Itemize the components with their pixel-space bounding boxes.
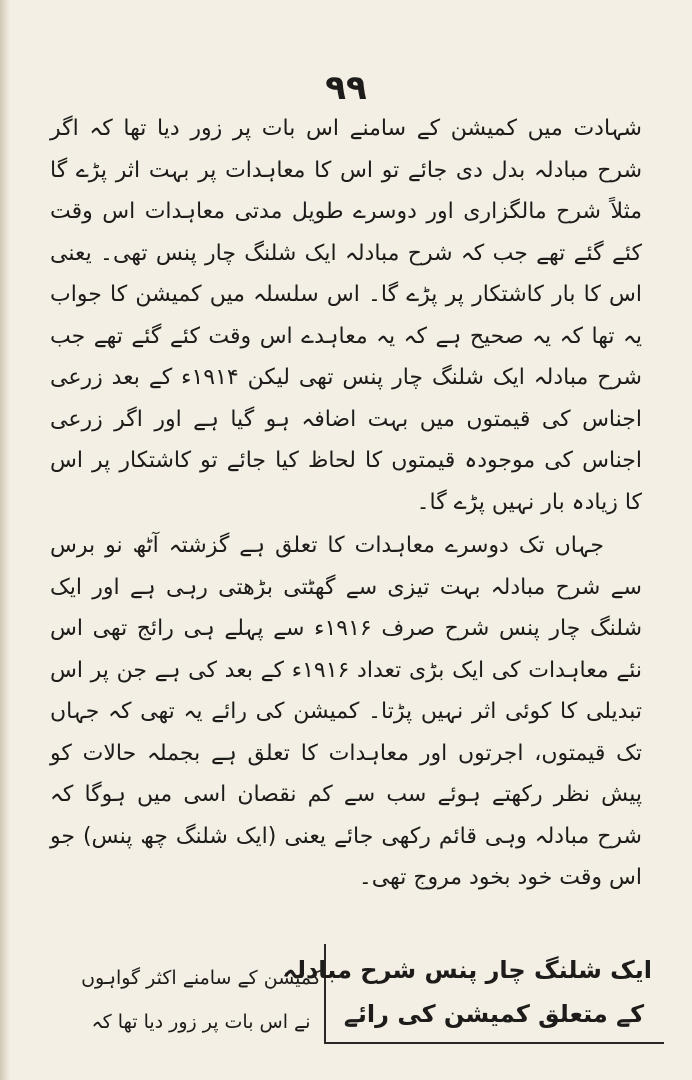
side-note: [76, 956, 326, 1044]
page-number: ٩٩: [325, 68, 367, 108]
boxed-section: [28, 944, 664, 1054]
section-heading-line-1: ایک شلنگ چار پنس شرح مبادلہ: [282, 956, 652, 984]
side-note-line-1: کمیشن کے سامنے اکثر گواہوں: [81, 967, 321, 989]
body-text: [50, 108, 642, 899]
section-heading-line-2: کے متعلق کمیشن کی رائے: [343, 1000, 645, 1028]
paragraph-2: جہاں تک دوسرے معاہدات کا تعلق ہے گزشتہ آٹھ نو برس سے شرح مبادلہ بہت تیزی سے گھٹتی بڑھتی رہی ہے اور ایک شلنگ چار پنس شرح صرف ۱۹۱۶ء سے پہلے ہی رائج تھی اس نئے معاہدات کی ایک بڑی تعداد ۱۹۱۶ء کے بعد کی ہے جن پر اس تبدیلی کا کوئی اثر نہیں پڑتا۔ کمیشن کی رائے یہ تھی کہ جہاں تک قیمتوں، اجرتوں اور معاہدات کا تعلق ہے بجملہ حالات کو پیش نظر رکھتے ہوئے سب سے کم نقصان اسی میں ہوگا کہ شرح مبادلہ وہی قائم رکھی جائے یعنی (ایک شلنگ چھ پنس) جو اس وقت خود بخود مروج تھی۔: [50, 533, 643, 890]
section-heading-box: [282, 944, 664, 1044]
side-note-line-2: نے اس بات پر زور دیا تھا کہ: [91, 1011, 311, 1033]
paragraph-1: شہادت میں کمیشن کے سامنے اس بات پر زور دیا تھا کہ اگر شرح مبادلہ بدل دی جائے تو اس کا معاہدات پر بہت اثر پڑے گا مثلاً شرح مالگزاری اور دوسرے طویل مدتی معاہدات اس وقت کئے گئے تھے جب کہ شرح مبادلہ ایک شلنگ چار پنس تھی۔ یعنی اس کا بار کاشتکار پر پڑے گا۔ اس سلسلہ میں کمیشن کا جواب یہ تھا کہ یہ صحیح ہے کہ یہ معاہدے اس وقت کئے گئے تھے جب شرح مبادلہ ایک شلنگ چار پنس تھی لیکن ۱۹۱۴ء کے بعد زرعی اجناس کی قیمتوں میں بہت اضافہ ہو گیا ہے اور اگر زرعی اجناس کی موجودہ قیمتوں کا لحاظ کیا جائے تو کاشتکار پر اس کا زیادہ بار نہیں پڑے گا۔: [50, 116, 642, 515]
page-edge-shadow: [0, 0, 10, 1080]
